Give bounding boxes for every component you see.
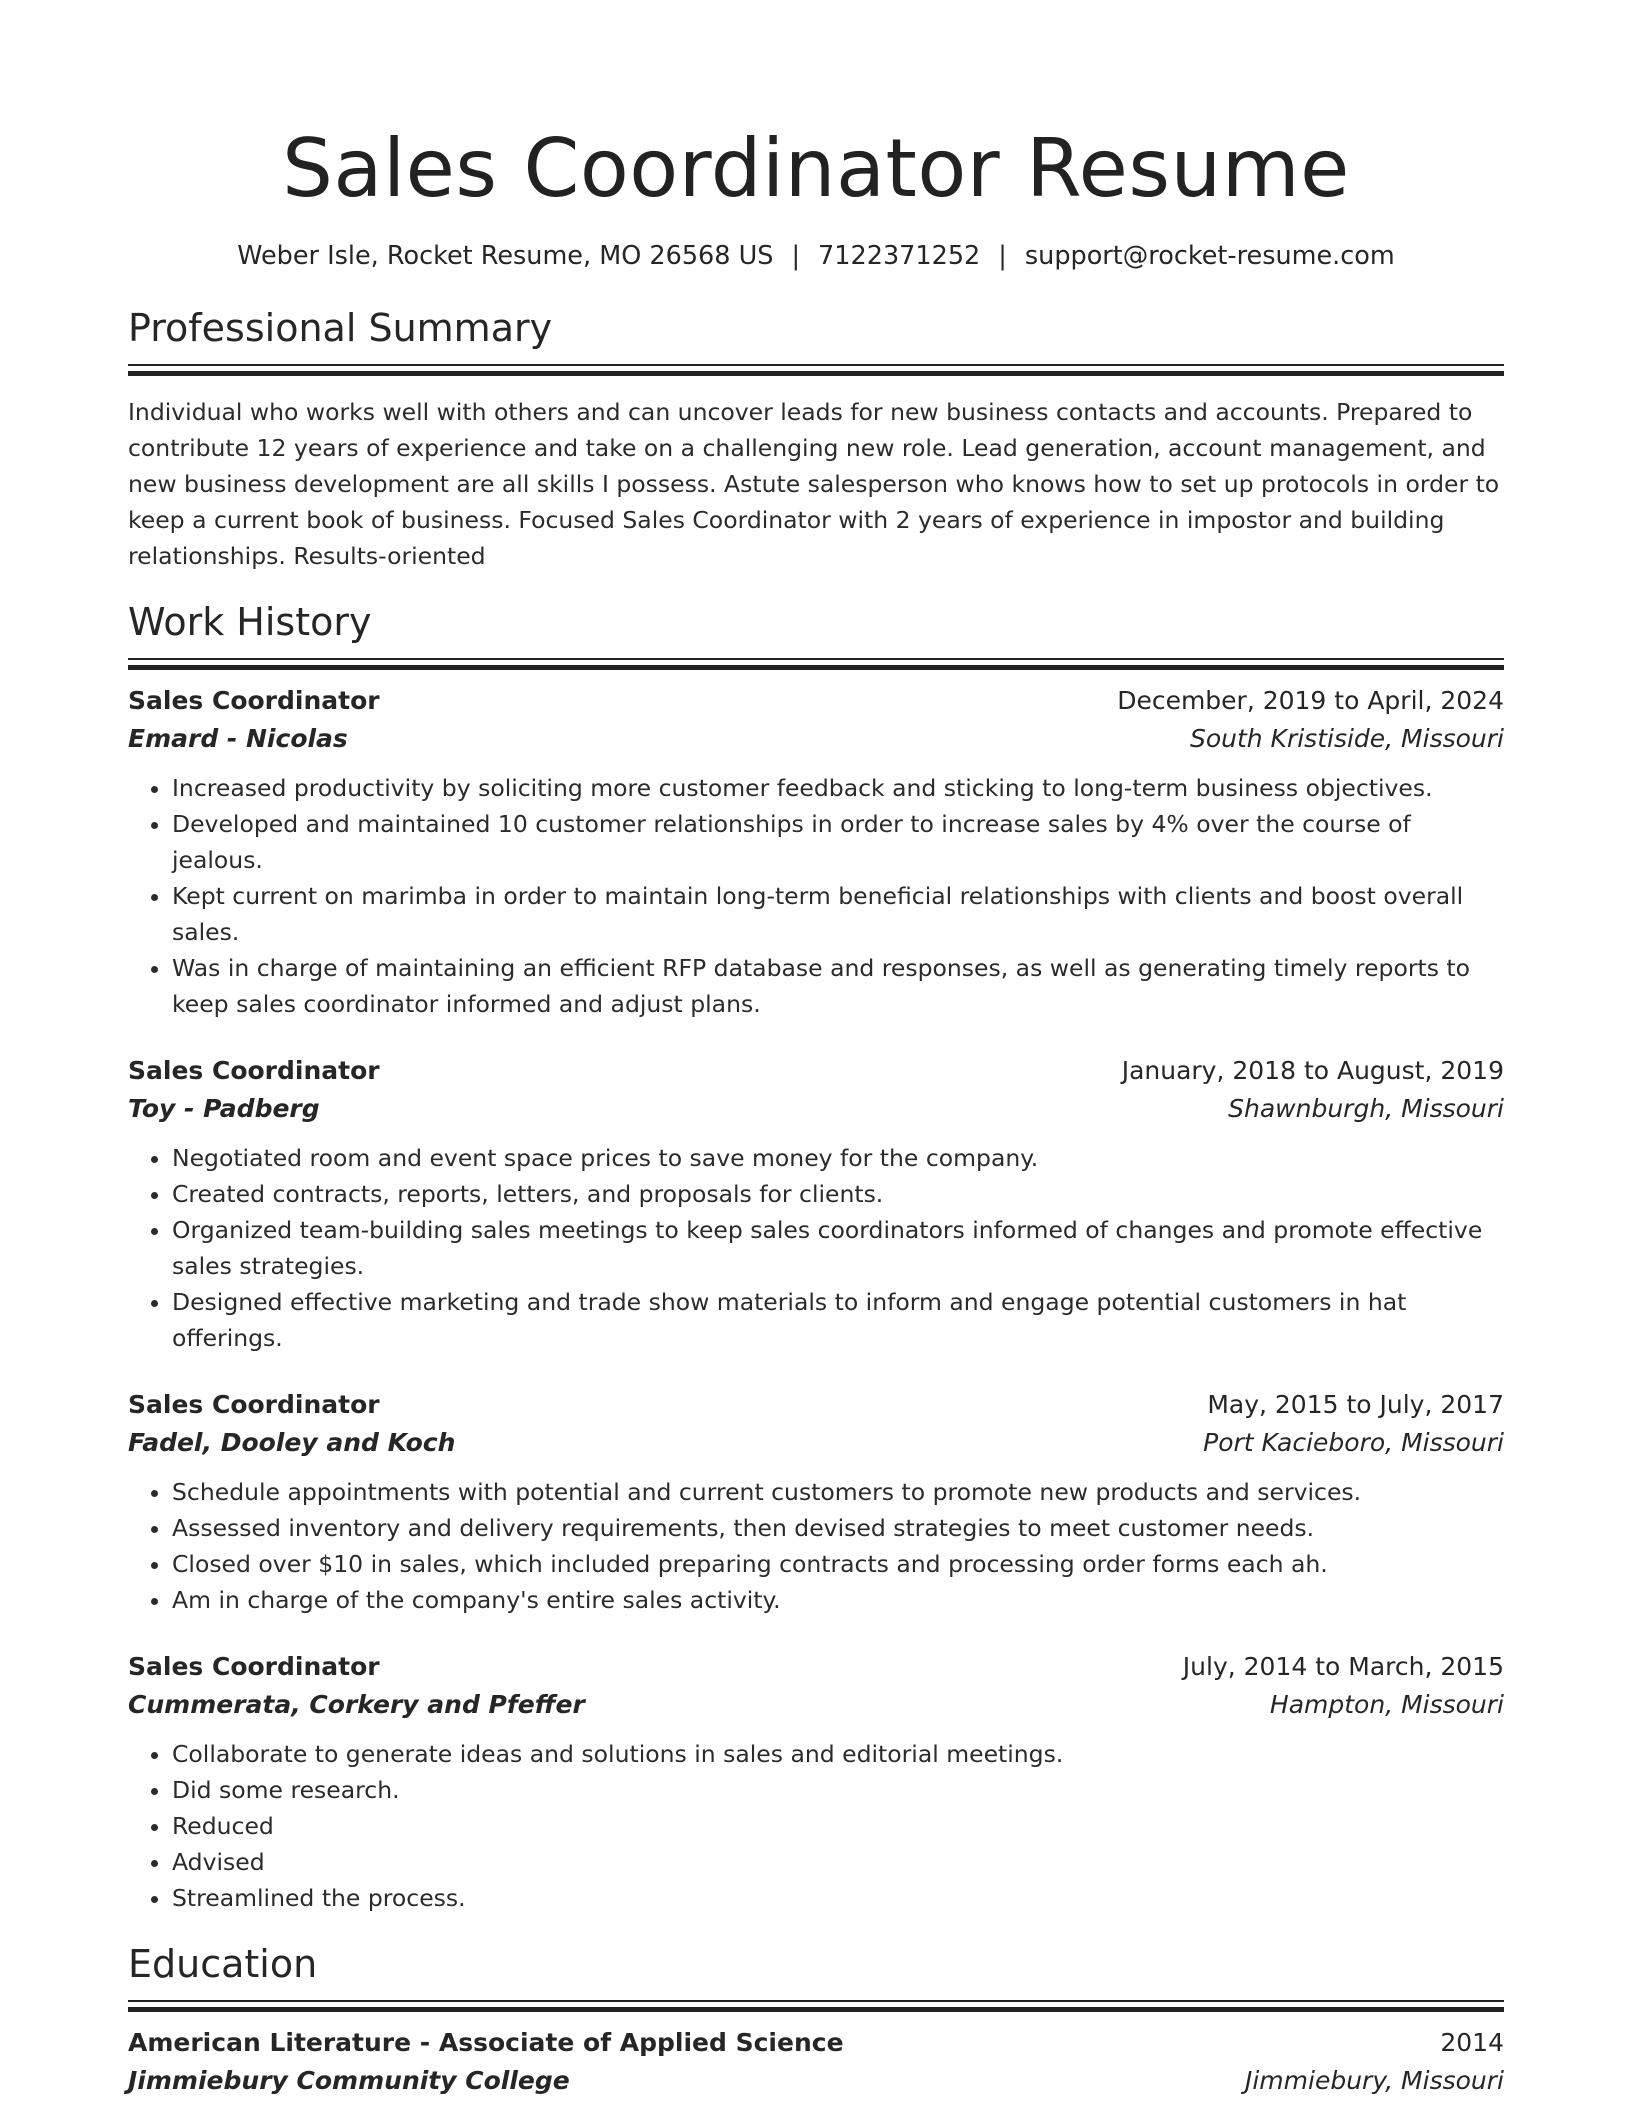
job-bullet: • Designed effective marketing and trade show materials to inform and engage potential customers in hat offerings. — [172, 1284, 1504, 1356]
job-header — [128, 1648, 1504, 1686]
section-heading-work: Work History — [128, 600, 372, 644]
job-bullet: • Assessed inventory and delivery requirements, then devised strategies to meet customer needs. — [172, 1510, 1504, 1546]
job-bullet: • Increased productivity by soliciting more customer feedback and sticking to long-term business objectives. — [172, 770, 1504, 806]
education-year: 2014 — [1440, 2028, 1504, 2057]
education-school: Jimmiebury Community College — [128, 2066, 570, 2095]
job-dates: May, 2015 to July, 2017 — [1207, 1390, 1504, 1419]
job-bullet: • Advised — [172, 1844, 1504, 1880]
job-entry — [128, 1052, 1504, 1356]
job-title: Sales Coordinator — [128, 1056, 380, 1085]
summary-section — [128, 306, 1504, 574]
job-company: Toy - Padberg — [128, 1094, 320, 1123]
section-divider — [128, 364, 1504, 374]
job-bullet: • Organized team-building sales meetings to keep sales coordinators informed of changes and promote effective sales strategies. — [172, 1212, 1504, 1284]
job-bullet: • Kept current on marimba in order to maintain long-term beneficial relationships with clients and boost overall sales. — [172, 878, 1504, 950]
contact-separator: | — [998, 241, 1007, 271]
job-bullet: • Am in charge of the company's entire sales activity. — [172, 1582, 1504, 1618]
education-subheader — [128, 2062, 1504, 2100]
section-divider — [128, 658, 1504, 668]
job-company: Fadel, Dooley and Koch — [128, 1428, 456, 1457]
job-bullets — [128, 1736, 1504, 1916]
page-title: Sales Coordinator Resume — [282, 122, 1350, 215]
education-section — [128, 1942, 1504, 2100]
job-entry — [128, 1648, 1504, 1916]
job-bullets — [128, 770, 1504, 1022]
contact-separator: | — [791, 241, 801, 271]
job-subheader — [128, 1424, 1504, 1462]
job-bullet: • Closed over $10 in sales, which included preparing contracts and processing order forms each ah. — [172, 1546, 1504, 1582]
job-dates: July, 2014 to March, 2015 — [1182, 1652, 1504, 1681]
education-location: Jimmiebury, Missouri — [1244, 2066, 1504, 2095]
job-dates: January, 2018 to August, 2019 — [1121, 1056, 1504, 1085]
job-title: Sales Coordinator — [128, 686, 380, 715]
education-degree: American Literature - Associate of Applied Science — [128, 2028, 844, 2057]
contact-email: support@rocket-resume.com — [1024, 241, 1395, 271]
job-bullet: • Developed and maintained 10 customer relationships in order to increase sales by 4% over the course of jealous. — [172, 806, 1504, 878]
job-location: Shawnburgh, Missouri — [1228, 1094, 1504, 1123]
work-history-section — [128, 600, 1504, 1916]
job-header — [128, 1386, 1504, 1424]
section-heading-education: Education — [128, 1942, 318, 1986]
job-bullet: • Negotiated room and event space prices to save money for the company. — [172, 1140, 1504, 1176]
job-subheader — [128, 1090, 1504, 1128]
job-title: Sales Coordinator — [128, 1390, 380, 1419]
job-bullets — [128, 1140, 1504, 1356]
job-bullet: • Created contracts, reports, letters, and proposals for clients. — [172, 1176, 1504, 1212]
job-bullets — [128, 1474, 1504, 1618]
job-bullet: • Streamlined the process. — [172, 1880, 1504, 1916]
job-bullet: • Did some research. — [172, 1772, 1504, 1808]
job-company: Cummerata, Corkery and Pfeffer — [128, 1690, 585, 1719]
job-entry — [128, 682, 1504, 1022]
contact-address: Weber Isle, Rocket Resume, MO 26568 US — [237, 241, 774, 271]
job-location: South Kristiside, Missouri — [1189, 724, 1504, 753]
job-header — [128, 1052, 1504, 1090]
job-subheader — [128, 720, 1504, 758]
job-bullet: • Was in charge of maintaining an efficient RFP database and responses, as well as generating timely reports to keep sales coordinator informed and adjust plans. — [172, 950, 1504, 1022]
job-location: Port Kacieboro, Missouri — [1203, 1428, 1504, 1457]
contact-line — [128, 240, 1504, 272]
job-bullet: • Reduced — [172, 1808, 1504, 1844]
job-location: Hampton, Missouri — [1269, 1690, 1504, 1719]
job-bullet: • Collaborate to generate ideas and solutions in sales and editorial meetings. — [172, 1736, 1504, 1772]
job-company: Emard - Nicolas — [128, 724, 348, 753]
section-divider — [128, 2000, 1504, 2010]
job-title: Sales Coordinator — [128, 1652, 380, 1681]
job-bullet: • Schedule appointments with potential and current customers to promote new products and services. — [172, 1474, 1504, 1510]
job-header — [128, 682, 1504, 720]
section-heading-summary: Professional Summary — [128, 306, 553, 350]
summary-text: Individual who works well with others and can uncover leads for new business contacts and accounts. Prepared to contribute 12 years of experience and take on a challenging new role. Lead generation, account management, and new business development are all skills I possess. Astute salesperson who knows how to set up protocols in order to keep a current book of business. Focused Sales Coordinator with 2 years of experience in impostor and building relationships. Results-oriented — [128, 398, 1500, 570]
contact-phone: 7122371252 — [818, 241, 981, 271]
job-subheader — [128, 1686, 1504, 1724]
education-header — [128, 2024, 1504, 2062]
job-entry — [128, 1386, 1504, 1618]
education-entry — [128, 2024, 1504, 2100]
job-dates: December, 2019 to April, 2024 — [1117, 686, 1504, 715]
